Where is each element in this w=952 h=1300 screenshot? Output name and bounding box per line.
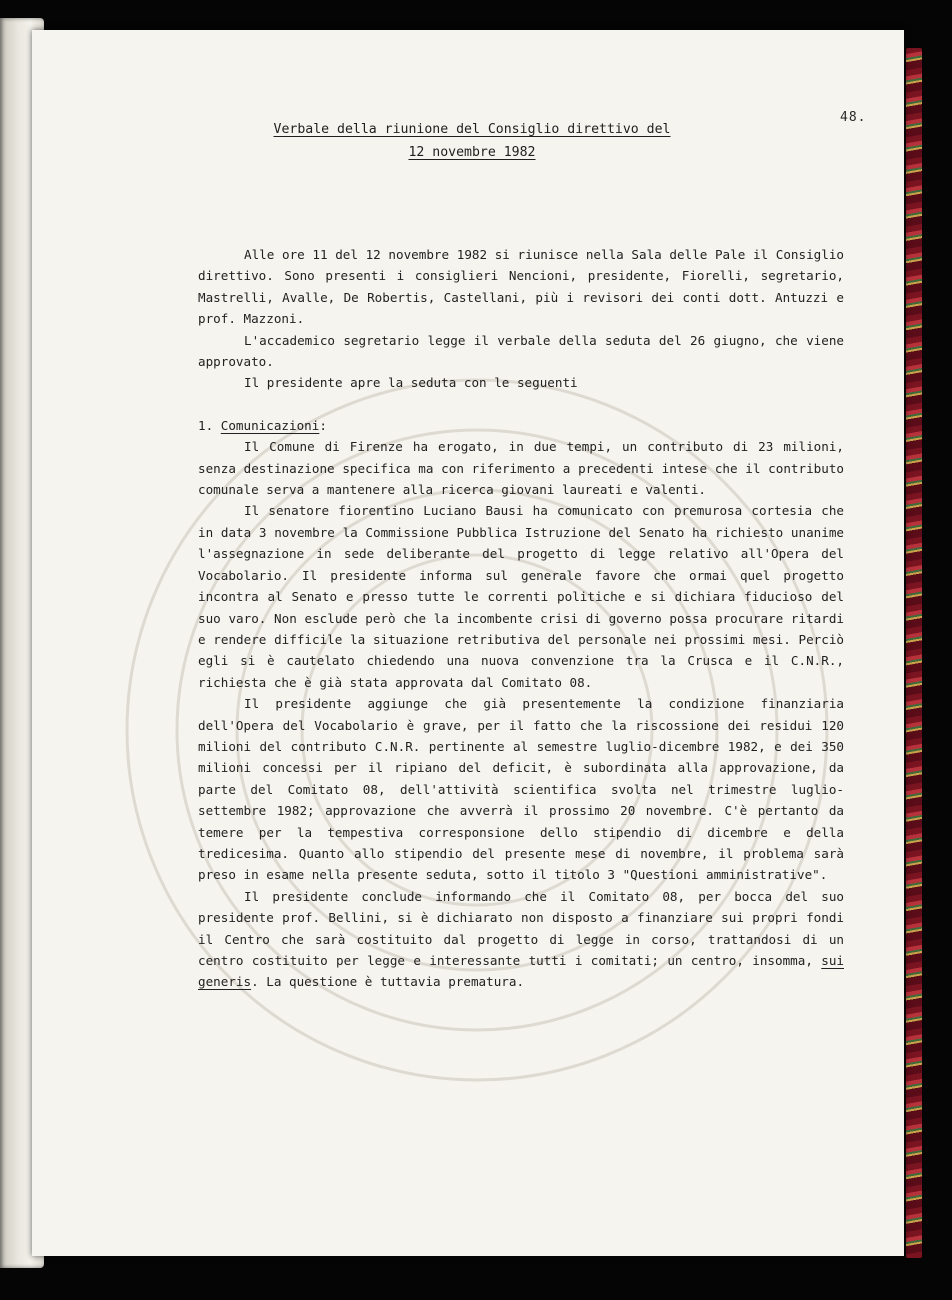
section-number: 1. [198, 417, 214, 433]
intro-paragraph-3: Il presidente apre la seduta con le seguenti [244, 375, 578, 391]
section-heading-colon: : [319, 417, 327, 433]
title-line-2: 12 novembre 1982 [408, 145, 536, 160]
paragraph-conclusione [198, 886, 844, 993]
intro-paragraph-2: L'accademico segretario legge il verbale della seduta del 26 giugno, che viene approvato. [198, 332, 844, 370]
paragraph-senatore: Il senatore fiorentino Luciano Bausi ha comunicato con premurosa cortesia che in data 3 novembre la Commissione Pubblica Istruzione del Senato ha richiesto unanime l'assegnazione in sede deliberante del progetto di legge relativo all'Opera del Vocabolario. Il presidente informa sul generale favore che ormai quel progetto incontra al Senato e presso tutte le correnti politiche e si dichiara fiducioso del suo varo. Non esclude però che la incombente crisi di governo possa procurare ritardi e rendere difficile la situazione retributiva del personale nei prossimi mesi. Perciò egli si è cautelato chiedendo una nuova convenzione tra la Crusca e il C.N.R., richiesta che è già stata approvata dal Comitato 08. [198, 503, 844, 690]
page-number: 48. [840, 110, 867, 125]
document-page [32, 30, 904, 1256]
section-heading [198, 415, 844, 436]
section-heading-text: Comunicazioni [220, 417, 320, 433]
paragraph-condizione: Il presidente aggiunge che già presentemente la condizione finanziaria dell'Opera del Vocabolario è grave, per il fatto che la riscossione dei residui 120 milioni del contributo C.N.R. pertinente al semestre luglio-dicembre 1982, e dei 350 milioni concessi per il ripiano del deficit, è subordinata alla approvazione, da parte del Comitato 08, dell'attività scientifica svolta nel trimestre luglio-settembre 1982; approvazione che avverrà il prossimo 20 novembre. C'è pertanto da temere per la tempestiva corresponsione dello stipendio di dicembre e della tredicesima. Quanto allo stipendio del presente mese di novembre, il problema sarà preso in esame nella presente seduta, sotto il titolo 3 "Questioni amministrative". [198, 696, 844, 883]
conclusione-text: Il presidente conclude informando che il Comitato 08, per bocca del suo presidente prof. Bellini, si è dichiarato non disposto a finanziare sui propri fondi il Centro che sarà costituito dal progetto di legge in corso, trattandosi di un centro costituito per legge e interessante tutti i comitati; un centro, insomma, [198, 888, 844, 968]
marbled-cover-edge [906, 48, 922, 1258]
document-body [198, 244, 844, 993]
sui-generis-text: sui generis [198, 953, 844, 990]
conclusione-end-text: . La questione è tuttavia prematura. [251, 974, 525, 990]
intro-paragraph-1: Alle ore 11 del 12 novembre 1982 si riunisce nella Sala delle Pale il Consiglio direttivo. Sono presenti i consiglieri Nencioni, presidente, Fiorelli, segretario, Mastrelli, Avalle, De Robertis, Castellani, più i revisori dei conti dott. Antuzzi e prof. Mazzoni. [198, 247, 844, 327]
title-line-1: Verbale della riunione del Consiglio direttivo del [273, 122, 671, 137]
paragraph-comune: Il Comune di Firenze ha erogato, in due tempi, un contributo di 23 milioni, senza destinazione specifica ma con riferimento a precedenti intese che il contributo comunale serva a mantenere alla ricerca giovani laureati e valenti. [198, 439, 844, 498]
document-title [192, 118, 752, 164]
